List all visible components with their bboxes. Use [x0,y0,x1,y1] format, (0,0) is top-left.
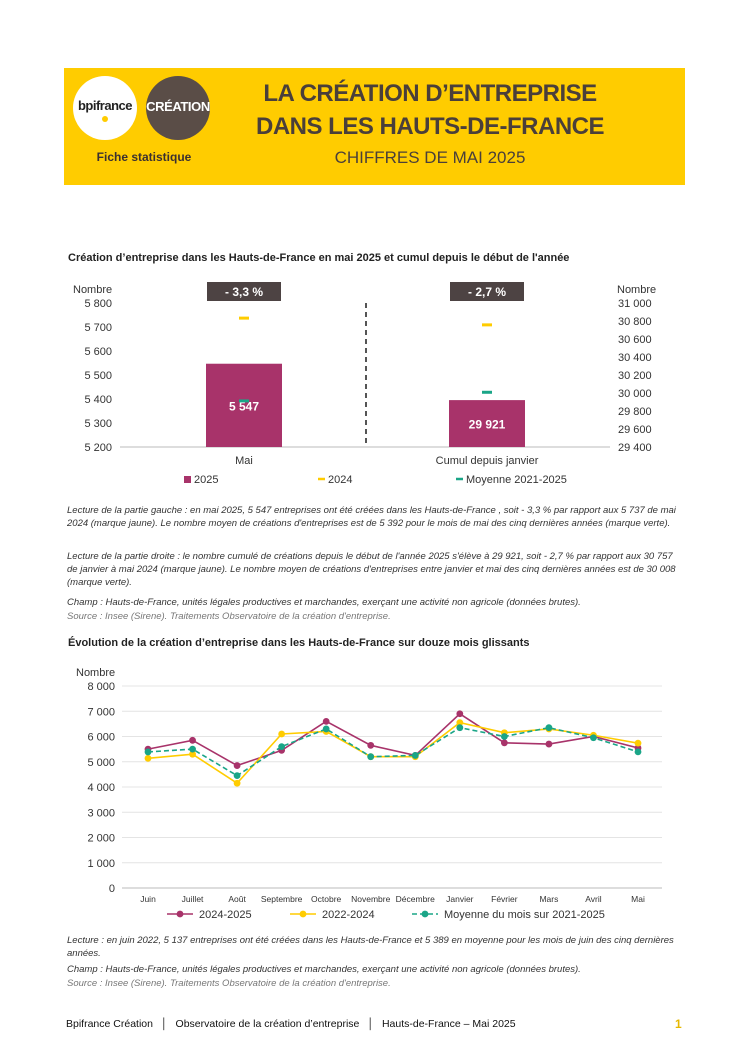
x-tick-label: Septembre [260,894,303,904]
left-tick-label: 5 700 [84,322,112,334]
legend-label-0: 2024-2025 [199,909,252,921]
x-tick-label: Décembre [395,894,435,904]
x-tick-label: Février [491,894,518,904]
page-title-line1: LA CRÉATION D’ENTREPRISE [263,80,597,107]
x-tick-label: Juin [140,894,156,904]
left-tick-label: 5 600 [84,346,112,358]
y-tick-label: 2 000 [87,832,115,845]
y-tick-label: 4 000 [87,782,115,794]
footer-region: Hauts-de-France – Mai 2025 [381,1018,516,1030]
legend-label-1: 2022-2024 [322,909,375,921]
y-tick-label: 1 000 [87,857,115,870]
footer-observatoire: Observatoire de la création d’entreprise [175,1018,360,1030]
series-point-1 [635,740,642,747]
y-tick-label: 5 000 [87,756,115,769]
left-tick-label: 5 300 [84,418,112,430]
series-point-2 [234,772,241,779]
page-subtitle: CHIFFRES DE MAI 2025 [334,148,526,167]
right-tick-label: 30 400 [618,352,652,364]
note-lecture-gauche: Lecture de la partie gauche : en mai 2025, 5 547 entreprises ont été créées dans les Hauts-de-France , soit - 3,3 % par rapport aux 5 737 de mai 2024 (marque jaune). Le nombre moyen de créations d'entreprises est de 5 392 pour le mois de mai des cinq dernières années (marque verte). [67,505,676,529]
bpifrance-logo-dot [102,116,108,122]
x-tick-label: Octobre [311,894,342,904]
series-point-0 [323,718,330,725]
category-label: Mai [235,455,253,467]
x-tick-label: Avril [585,894,602,904]
legend-marker-1 [300,911,307,918]
right-tick-label: 29 600 [618,424,652,436]
evolution-badge-text: - 2,7 % [467,285,507,299]
right-tick-label: 29 400 [618,442,652,454]
series-point-0 [456,710,463,717]
chart1-title: Création d’entreprise dans les Hauts-de-France en mai 2025 et cumul depuis le début de l'année [68,252,570,264]
bar-value-label: 29 921 [468,417,506,432]
y-tick-label: 6 000 [87,731,115,744]
legend-label-average: Moyenne 2021-2025 [466,474,567,486]
x-tick-label: Août [228,894,246,904]
legend-label-2: Moyenne du mois sur 2021-2025 [444,909,605,921]
series-point-0 [501,739,508,746]
left-tick-label: 5 400 [84,394,112,406]
line-chart [0,660,750,930]
series-point-2 [323,726,330,733]
creation-logo [146,76,210,140]
x-tick-label: Mars [539,894,559,904]
legend-label-2024: 2024 [328,474,353,486]
legend-label-2025: 2025 [194,474,219,486]
note-champ-2: Champ : Hauts-de-France, unités légales productives et marchandes, exerçant une activité non agricole (données brutes). [67,964,581,975]
creation-logo-text: CRÉATION [146,99,210,114]
y-tick-label: 8 000 [87,681,115,693]
fiche-label: Fiche statistique [96,150,192,164]
series-point-2 [367,753,374,760]
series-point-0 [234,762,241,769]
right-axis-label: Nombre [617,284,657,296]
page-title-line2: DANS LES HAUTS-DE-FRANCE [256,113,604,140]
series-point-1 [145,755,152,762]
right-tick-label: 30 000 [618,388,652,400]
series-point-2 [635,748,642,755]
series-point-2 [145,749,152,756]
category-label: Cumul depuis janvier [435,455,539,467]
left-tick-label: 5 200 [84,442,112,454]
series-point-0 [367,742,374,749]
legend-marker-0 [177,911,184,918]
footer [66,1018,516,1030]
bar-value-label: 5 547 [228,399,260,414]
note-source-2: Source : Insee (Sirene). Traitements Observatoire de la création d'entreprise. [67,978,391,989]
x-tick-label: Mai [631,894,645,904]
series-line-2 [148,728,638,776]
bpifrance-logo [73,76,137,140]
series-point-1 [234,780,241,787]
bpifrance-logo-text: bpifrance [77,98,132,113]
right-tick-label: 30 800 [618,316,652,328]
note-lecture-evolution: Lecture : en juin 2022, 5 137 entreprises ont été créées dans les Hauts-de-France et 5 389 en moyenne pour les mois de juin des cinq dernières années. [67,935,674,959]
series-point-2 [501,733,508,740]
legend-swatch-2025 [184,476,191,483]
y-axis-label: Nombre [76,667,116,679]
series-line-0 [148,714,638,766]
series-point-2 [189,746,196,753]
series-line-1 [148,723,638,784]
series-point-2 [546,724,553,731]
y-tick-label: 0 [108,883,115,895]
left-tick-label: 5 500 [84,370,112,382]
right-tick-label: 30 600 [618,334,652,346]
bar-chart [0,275,750,500]
x-tick-label: Janvier [446,894,474,904]
left-axis-label: Nombre [73,284,113,296]
footer-separator: │ [160,1018,168,1030]
x-tick-label: Juillet [181,894,204,904]
left-tick-label: 5 800 [84,298,112,310]
chart2-title: Évolution de la création d’entreprise dans les Hauts-de-France sur douze mois glissants [68,637,530,649]
series-point-2 [278,743,285,750]
note-lecture-droite: Lecture de la partie droite : le nombre cumulé de créations depuis le début de l'année 2025 s'élève à 29 921, soit - 2,7 % par rapport aux 30 757 de janvier à mai 2024 (marque jaune). Le nombre moyen de créations d'entreprises entre janvier et mai des cinq dernières années est de 30 008 (marque verte). [67,551,676,588]
legend-marker-2 [422,911,429,918]
footer-separator: │ [367,1018,374,1030]
right-tick-label: 31 000 [618,298,652,310]
x-tick-label: Novembre [351,894,391,904]
series-point-2 [456,724,463,731]
right-tick-label: 30 200 [618,370,652,382]
evolution-badge-text: - 3,3 % [224,285,264,299]
series-point-0 [546,741,553,748]
y-tick-label: 7 000 [87,706,115,719]
y-tick-label: 3 000 [87,807,115,820]
page-number: 1 [675,1017,682,1031]
series-point-2 [590,734,597,741]
series-point-0 [189,737,196,744]
series-point-2 [412,752,419,759]
footer-brand: Bpifrance Création [66,1018,153,1030]
series-point-1 [278,731,285,738]
note-champ: Champ : Hauts-de-France, unités légales productives et marchandes, exerçant une activité non agricole (données brutes). [67,597,581,608]
right-tick-label: 29 800 [618,406,652,418]
note-source: Source : Insee (Sirene). Traitements Observatoire de la création d'entreprise. [67,611,391,622]
